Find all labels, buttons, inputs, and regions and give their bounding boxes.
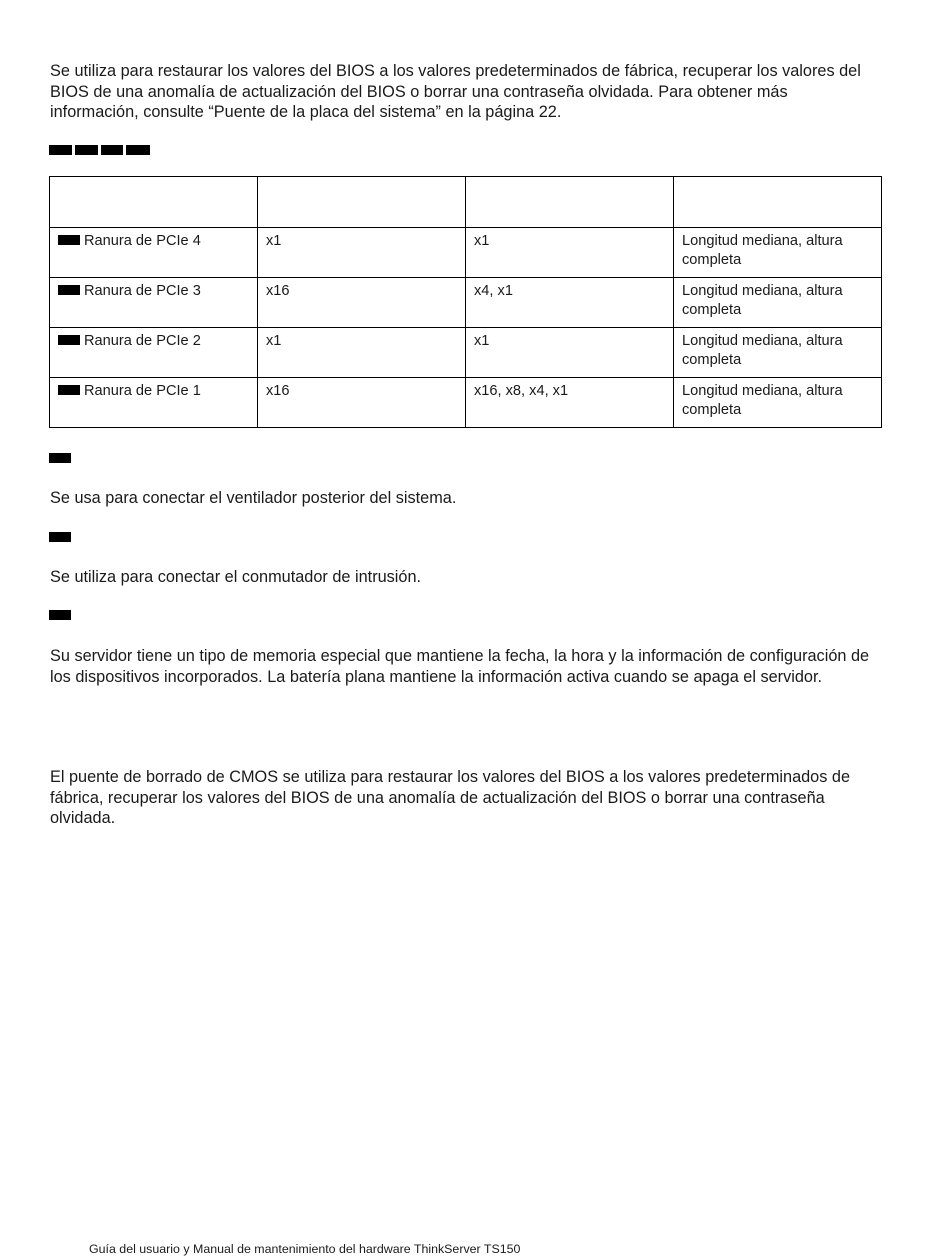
slot-name-cell — [50, 228, 258, 278]
table-cell: Longitud mediana, altura completa — [674, 378, 882, 428]
table-header-cell — [258, 177, 466, 228]
intrusion-paragraph: Se utiliza para conectar el conmutador de intrusión. — [50, 568, 422, 586]
redacted-heading-battery — [49, 610, 71, 620]
table-cell: x1 — [258, 228, 466, 278]
pcie-slots-table — [49, 176, 882, 428]
callout-marker — [58, 335, 80, 345]
slot-name: Ranura de PCIe 2 — [84, 333, 201, 349]
table-cell: x4, x1 — [466, 278, 674, 328]
callout-marker — [58, 285, 80, 295]
table-cell: x16 — [258, 278, 466, 328]
fan-paragraph: Se usa para conectar el ventilador posterior del sistema. — [50, 489, 457, 507]
redacted-heading-fan — [49, 453, 71, 463]
slot-name: Ranura de PCIe 1 — [84, 383, 201, 399]
callout-marker — [58, 385, 80, 395]
table-row — [50, 228, 882, 278]
table-cell: x1 — [466, 328, 674, 378]
slot-name-cell — [50, 328, 258, 378]
table-cell: x1 — [258, 328, 466, 378]
table-cell: Longitud mediana, altura completa — [674, 278, 882, 328]
table-header-cell — [466, 177, 674, 228]
redacted-heading-intrusion — [49, 532, 71, 542]
table-cell: x16, x8, x4, x1 — [466, 378, 674, 428]
callout-marker — [58, 235, 80, 245]
slot-name-cell — [50, 278, 258, 328]
slot-name-cell — [50, 378, 258, 428]
table-header-cell — [674, 177, 882, 228]
table-row — [50, 328, 882, 378]
table-header-cell — [50, 177, 258, 228]
table-cell: x16 — [258, 378, 466, 428]
cmos-paragraph: El puente de borrado de CMOS se utiliza para restaurar los valores del BIOS a los valores predeterminados de fábrica, recuperar los valores del BIOS de una anomalía de actualización del BIOS o borrar una contraseña olvidada. — [50, 768, 851, 827]
table-cell: Longitud mediana, altura completa — [674, 228, 882, 278]
table-header-row — [50, 177, 882, 228]
table-row — [50, 378, 882, 428]
slot-name: Ranura de PCIe 3 — [84, 283, 201, 299]
battery-paragraph: Su servidor tiene un tipo de memoria especial que mantiene la fecha, la hora y la información de configuración de los dispositivos incorporados. La batería plana mantiene la información activa cuando se apaga el servidor. — [50, 647, 870, 686]
table-cell: Longitud mediana, altura completa — [674, 328, 882, 378]
table-row — [50, 278, 882, 328]
table-cell: x1 — [466, 228, 674, 278]
page-footer: Guía del usuario y Manual de mantenimiento del hardware ThinkServer TS150 — [89, 1242, 521, 1256]
slot-name: Ranura de PCIe 4 — [84, 233, 201, 249]
intro-paragraph: Se utiliza para restaurar los valores del BIOS a los valores predeterminados de fábrica, recuperar los valores del BIOS de una anomalía de actualización del BIOS o borrar una contraseña olvidada. Para obtener más información, consulte “Puente de la placa del sistema” en la página 22. — [50, 62, 861, 121]
